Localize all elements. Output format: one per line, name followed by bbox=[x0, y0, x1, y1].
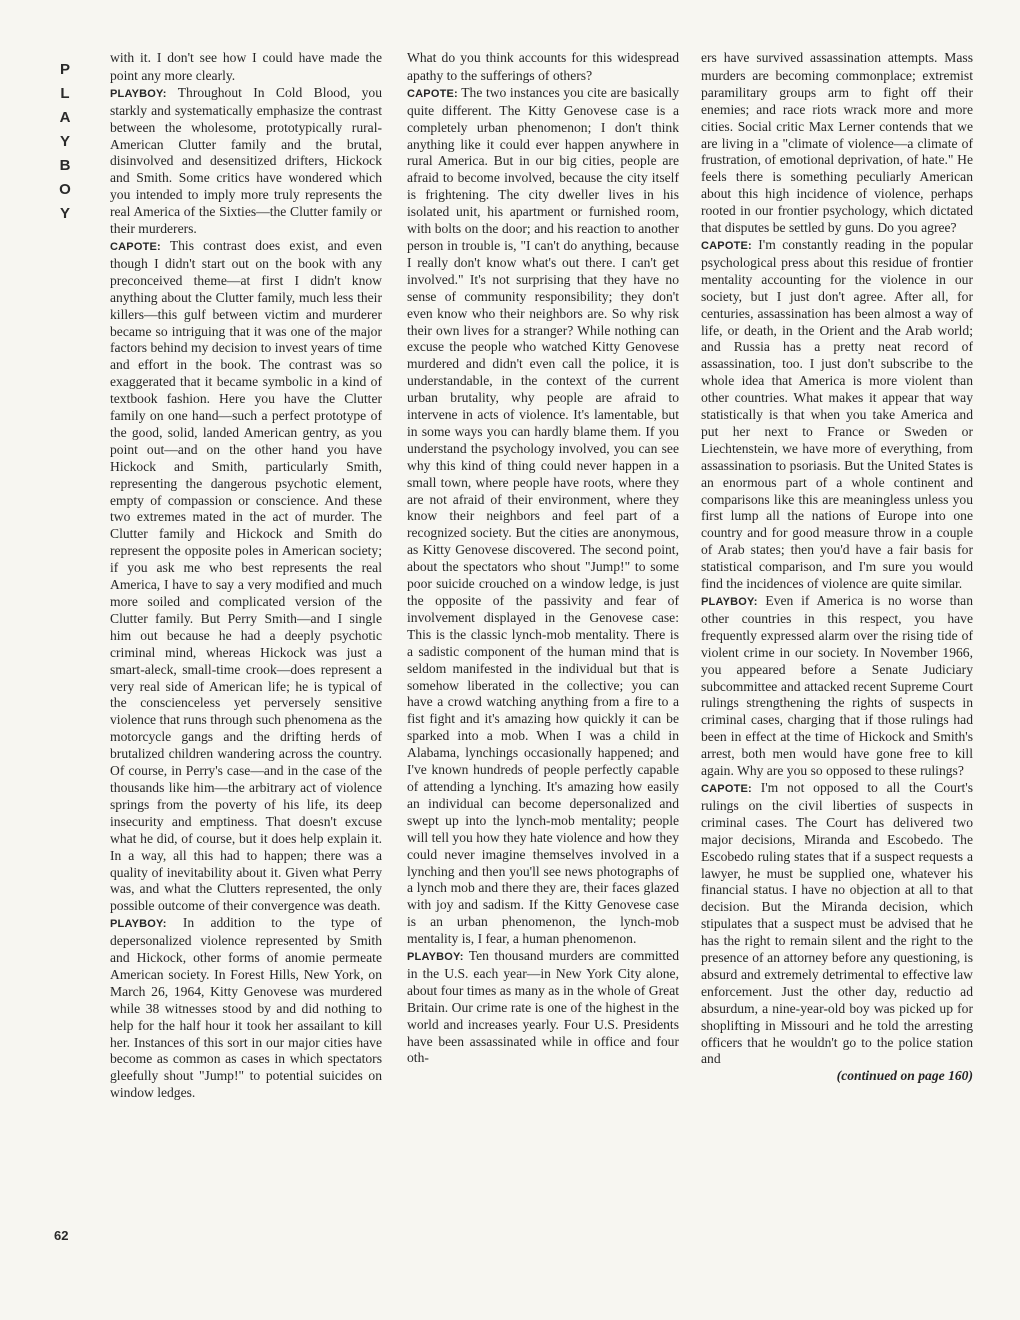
continued-note: (continued on page 160) bbox=[836, 1068, 973, 1084]
masthead-letter: A bbox=[59, 109, 71, 126]
paragraph-text: Even if America is no worse than other countries in this respect, you have frequently expressed alarm over the rising tide of violent crime in our society. In November 1966, you appeared before a Senate Judiciary subcommittee and attacked recent Supreme Court rulings strengthening the rights of suspects in criminal cases, charging that if those rulings had been in effect at the time of Hickock and Smith's arrest, both men would have gone free to kill again. Why are you so opposed to these rulings? bbox=[701, 593, 973, 779]
paragraph bbox=[110, 85, 382, 238]
paragraph-text: What do you think accounts for this widespread apathy to the sufferings of others? bbox=[407, 50, 679, 83]
speaker-label: CAPOTE: bbox=[407, 87, 458, 100]
masthead-letter: Y bbox=[59, 133, 70, 150]
paragraph-text: Ten thousand murders are committed in the U.S. each year—in New York City alone, about four times as many as in the whole of Great Britain. Our crime rate is one of the highest in the world and increases yearly. Four U.S. Presidents have been assassinated while in office and four oth- bbox=[407, 948, 679, 1066]
paragraph-text: The two instances you cite are basically quite different. The Kitty Genovese case is a completely urban phenomenon; I don't think anything like it could ever happen anywhere in rural America. But in our big cities, people are afraid to become involved, because the city itself is frightening. The city dweller lives in his isolated unit, his apartment or furnished room, with bolts on the door; and his reaction to another person in trouble is, "I can't do anything, because I really don't know what's out there. I can't get involved." It's not surprising that they have no sense of community responsibility; they don't even know who their neighbors are. So why risk their own lives for a stranger? While nothing can excuse the people who watched Kitty Genovese murdered and didn't even call the police, it is understandable, in the context of the current urban brutality, why people are afraid to intervene in acts of violence. It's lamentable, but in some ways you can hardly blame them. If you understand the psychology involved, you can see why this kind of thing could never happen in a small town, where people have roots, where they are not afraid of their environment, where they know their neighbors and feel part of a recognized society. But the cities are anonymous, as Kitty Genovese discovered. The second point, about the spectators who shout "Jump!" to some poor suicide crouched on a window ledge, is just the opposite of the passivity and fear of involvement displayed in the Genovese case: This is the classic lynch-mob mentality. There is a sadistic component of the human mind that is seldom manifested in the individual but that is somehow liberated in the collective; you can have a crowd watching anything from a fire to a fist fight and it's amazing how quickly it can be sparked into a mob. When I was a child in Alabama, lynchings occasionally happened; and I've known hundreds of people perfectly capable of attending a lynching. It's amazing how easily an individual can become depersonalized and swept up into the lynch-mob mentality; people will tell you how they hate violence and how they could never imagine themselves involved in a lynching and then you'll see news photographs of a lynch mob and there they are, their faces glazed with joy and sadism. If the Kitty Genovese case is an urban phenomenon, the lynch-mob mentality is, I fear, a human phenomenon. bbox=[407, 84, 679, 947]
paragraph bbox=[701, 780, 973, 1068]
speaker-label: PLAYBOY: bbox=[110, 918, 167, 931]
text-column-3 bbox=[701, 50, 973, 1085]
paragraph bbox=[407, 948, 679, 1067]
paragraph bbox=[110, 50, 382, 85]
paragraph-text: with it. I don't see how I could have made the point any more clearly. bbox=[110, 50, 382, 83]
speaker-label: CAPOTE: bbox=[110, 240, 161, 253]
paragraph bbox=[701, 50, 973, 237]
masthead-letter: L bbox=[60, 85, 70, 102]
page-number: 62 bbox=[54, 1228, 69, 1243]
paragraph bbox=[110, 915, 382, 1102]
paragraph-text: This contrast does exist, and even though I didn't start out on the book with any preconceived theme—at first I didn't know anything about the Clutter family, much less their killers—this gulf between victim and murderer became so intriguing that it was one of the major factors behind my decision to invest years of time and effort in the book. The contrast was so exaggerated that it became symbolic in a kind of textbook fashion. Here you have the Clutter family on one hand—such a perfect prototype of the good, solid, landed American gentry, as you point out—and on the other hand you have Hickock and Smith, particularly Smith, representing the dangerous psychotic element, empty of compassion or conscience. And these two extremes mated in the act of murder. The Clutter family and Hickock and Smith do represent the opposite poles in American society; if you ask me who best represents the real America, I have to say a very modified and much more soiled and complicated version of the Clutter family. But Perry Smith—and I single him out because he had a deeply psychotic criminal mind, whereas Hickock was just a smart-aleck, small-time crook—does represent a very real side of American life; he is typical of the conscienceless yet perversely sensitive violence that runs through such phenomena as the motorcycle gangs and the drifting herds of brutalized children wandering across the country. Of course, in Perry's case—and in the case of the thousands like him—the arbitrary act of violence springs from the poverty of his life, its deep insecurity and emptiness. That doesn't excuse what he did, of course, but it does help explain it. In a way, all this had to happen; there was a quality of inevitability about it. Given what Perry was, and what the Clutters represented, the only possible outcome of their convergence was death. bbox=[110, 237, 382, 914]
text-column-2 bbox=[407, 50, 679, 1067]
masthead bbox=[54, 58, 76, 226]
paragraph bbox=[701, 237, 973, 593]
speaker-label: CAPOTE: bbox=[701, 239, 752, 252]
text-column-1 bbox=[110, 50, 382, 1102]
masthead-letter: O bbox=[59, 181, 71, 198]
paragraph-text: In addition to the type of depersonalized violence represented by Smith and Hickock, other forms of anomie permeate American society. In Forest Hills, New York, on March 26, 1964, Kitty Genovese was murdered while 38 witnesses stood by and did nothing to help for the half hour it took her assailant to kill her. Instances of this sort in our major cities have become as common as cases in which spectators gleefully shout "Jump!" to potential suicides on window ledges. bbox=[110, 915, 382, 1101]
masthead-letter: B bbox=[59, 157, 71, 174]
speaker-label: PLAYBOY: bbox=[407, 951, 464, 964]
masthead-letter: P bbox=[59, 61, 70, 78]
paragraph bbox=[701, 593, 973, 780]
speaker-label: PLAYBOY: bbox=[110, 87, 167, 100]
paragraph bbox=[407, 50, 679, 85]
paragraph bbox=[407, 85, 679, 948]
speaker-label: CAPOTE: bbox=[701, 782, 752, 795]
paragraph-text: I'm constantly reading in the popular psychological press about this residue of frontier mentality accounting for the violence in our society, but I just don't agree. After all, for centuries, assassination has been almost a way of life, or death, in the Orient and the Arab world; and Russia has a pretty neat record of assassination, too. I just don't subscribe to the whole idea that America is more violent than other countries. What makes it appear that way statistically is that when you take America and put her next to France or Sweden or Liechtenstein, we have more of everything, from assassination to psoriasis. But the United States is an enormous part of a whole continent and comparisons like this are meaningless unless you first lump all the nations of Europe into one country and for good measure throw in a couple of Arab states; then you'd have a fair basis for statistical comparison, and I'm sure you would find the incidences of violence are quite similar. bbox=[701, 236, 973, 592]
paragraph-text: ers have survived assassination attempts. Mass murders are becoming commonplace; extremist paramilitary groups arm to fight off their enemies; and race riots wrack more and more cities. Social critic Max Lerner contends that we are living in a "climate of violence—a climate of frustration, of emotional deprivation, of hate." He feels there is something peculiarly American about this high incidence of violence, perhaps rooted in our frontier psychology, which dictated that disputes be settled by guns. Do you agree? bbox=[701, 50, 973, 236]
paragraph bbox=[110, 238, 382, 915]
paragraph-text: Throughout In Cold Blood, you starkly and systematically emphasize the contrast between the wholesome, prototypically rural-American Clutter family and the brutal, disinvolved and desensitized drifters, Hickock and Smith. Some critics have wondered which you intended to imply more truly represents the real America of the Sixties—the Clutter family or their murderers. bbox=[110, 84, 382, 237]
masthead-letter: Y bbox=[59, 205, 70, 222]
paragraph-text: I'm not opposed to all the Court's rulings on the civil liberties of suspects in criminal cases. The Court has delivered two major decisions, Miranda and Escobedo. The Escobedo ruling states that if a suspect requests a lawyer, he must be supplied one, whatever his financial status. I have no objection at all to that decision. But the Miranda decision, which stipulates that a suspect must be advised that he has the right to remain silent and the right to the presence of an attorney before any questioning, is absurd and extremely detrimental to effective law enforcement. Just the other day, reductio ad absurdum, a nine-year-old boy was picked up for shoplifting in Missouri and he told the arresting officers that he wouldn't go to the police station and bbox=[701, 779, 974, 1067]
speaker-label: PLAYBOY: bbox=[701, 596, 758, 608]
